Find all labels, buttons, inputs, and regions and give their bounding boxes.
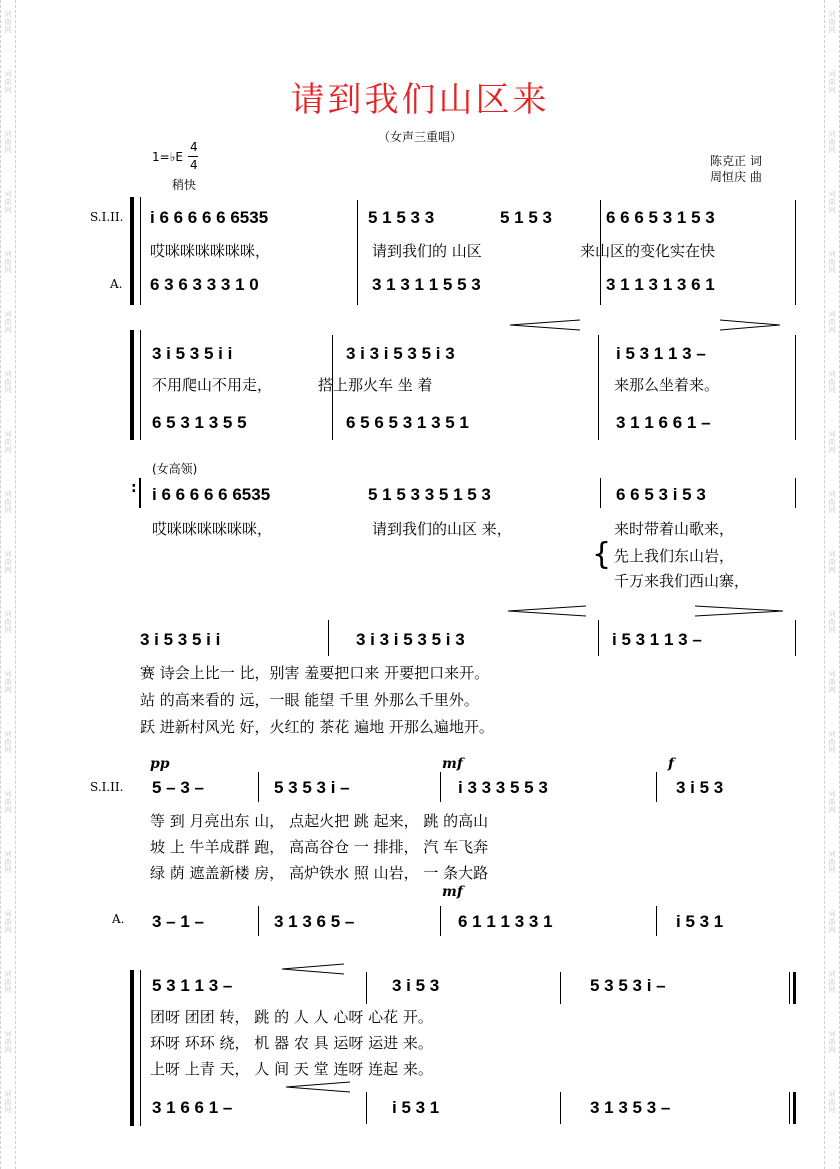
s6-lyric-verse-2: 环呀 环环 绕， 机 器 农 具 运呀 运进 来。: [150, 1034, 433, 1052]
watermark-text: 词曲网: [4, 490, 12, 514]
watermark-text: 词曲网: [4, 850, 12, 874]
decrescendo-hairpin: [695, 604, 783, 618]
barline: [328, 620, 329, 656]
s6-alto-1: 3 1 6 6 1 –: [152, 1098, 233, 1117]
s6-measure-3: 5 3 5 3 i –: [590, 976, 666, 995]
repeat-dots: :: [131, 480, 137, 496]
watermark-text: 词曲网: [4, 670, 12, 694]
watermark-text: 词曲网: [828, 190, 836, 214]
s2-alto-2: 6 5 6 5 3 1 3 5 1: [346, 413, 469, 432]
watermark-text: 词曲网: [4, 970, 12, 994]
s6-alto-3: 3 1 3 5 3 –: [590, 1098, 671, 1117]
s3-measure-3: 6 6 5 3 i 5 3: [616, 485, 706, 504]
tempo-marking: 稍快: [172, 178, 197, 192]
s1-lyric-3: 来山区的变化实在快: [580, 242, 716, 260]
decrescendo-hairpin: [720, 318, 780, 332]
s6-lyric-verse-3: 上呀 上青 天， 人 间 天 堂 连呀 连起 来。: [150, 1060, 433, 1078]
s2-lyric-1: 不用爬山不用走，: [152, 376, 273, 394]
dynamic-mf-alto: mf: [442, 884, 463, 900]
left-watermark-strip: [0, 0, 16, 1169]
watermark-text: 词曲网: [828, 370, 836, 394]
s2-lyric-2: 搭上那火车 坐 着: [318, 376, 433, 394]
part-label-s12: S.I.II.: [90, 780, 124, 794]
barline: [140, 197, 141, 305]
s1-measure-1: i 6 6 6 6 6 6535: [150, 208, 269, 227]
dynamic-mf: mf: [442, 756, 463, 772]
s3-lyric-alt-1: 先上我们东山岩，: [614, 547, 735, 565]
barline: [357, 200, 358, 305]
s1-alto-1: 6 3 6 3 3 3 1 0: [150, 275, 259, 294]
dynamic-pp: pp: [150, 756, 170, 772]
barline: [795, 478, 796, 508]
watermark-text: 词曲网: [828, 910, 836, 934]
s2-alto-3: 3 1 1 6 6 1 –: [616, 413, 711, 432]
s2-measure-1: 3 i 5 3 5 i i: [152, 344, 233, 363]
s1-alto-2: 3 1 3 1 1 5 5 3: [372, 275, 481, 294]
s1-lyric-2: 请到我们的 山区: [372, 242, 482, 260]
s3-lyric-2: 请到我们的山区 来，: [372, 520, 512, 538]
song-title: 请到我们山区来: [290, 80, 550, 120]
watermark-text: 词曲网: [828, 70, 836, 94]
watermark-text: 词曲网: [828, 430, 836, 454]
watermark-text: 词曲网: [828, 1030, 836, 1054]
part-label-a: A.: [112, 912, 125, 926]
repeat-start-barline: [139, 478, 141, 508]
watermark-text: 词曲网: [828, 610, 836, 634]
s1-measure-4: 6 6 6 5 3 1 5 3: [606, 208, 715, 227]
watermark-text: 词曲网: [4, 10, 12, 34]
s4-measure-2: 3 i 3 i 5 3 5 i 3: [356, 630, 465, 649]
watermark-text: 词曲网: [4, 790, 12, 814]
barline: [440, 906, 441, 936]
barline: [789, 1092, 790, 1124]
watermark-text: 词曲网: [4, 1090, 12, 1114]
s5-alto-3: 6 1 1 1 3 3 1: [458, 912, 553, 931]
s5-alto-4: i 5 3 1: [676, 912, 724, 931]
barline: [598, 335, 599, 440]
song-subtitle: （女声三重唱）: [377, 130, 462, 144]
composer-credit: 周恒庆 曲: [710, 170, 762, 184]
s2-measure-2: 3 i 3 i 5 3 5 i 3: [346, 344, 455, 363]
barline: [140, 970, 141, 1126]
crescendo-hairpin: [510, 318, 580, 332]
key-signature: 1=♭E: [152, 150, 183, 164]
s5-measure-1: 5 – 3 –: [152, 778, 204, 797]
barline: [598, 620, 599, 656]
s5-lyric-verse-3: 绿 荫 遮盖新楼 房， 高炉铁水 照 山岩， 一 条大路: [150, 864, 489, 882]
barline: [600, 478, 601, 508]
s1-lyric-1: 哎咪咪咪咪咪咪，: [150, 242, 271, 260]
s5-measure-3: i 3 3 3 5 5 3: [458, 778, 548, 797]
s6-alto-2: i 5 3 1: [392, 1098, 440, 1117]
barline: [795, 335, 796, 440]
s2-alto-1: 6 5 3 1 3 5 5: [152, 413, 247, 432]
s2-measure-3: i 5 3 1 1 3 –: [616, 344, 706, 363]
s4-lyric-verse-3: 跃 进新村风光 好，火红的 茶花 遍地 开那么遍地开。: [140, 718, 494, 736]
watermark-text: 词曲网: [828, 130, 836, 154]
barline: [656, 906, 657, 936]
crescendo-hairpin: [508, 604, 586, 618]
barline: [366, 1092, 367, 1124]
s3-measure-1: i 6 6 6 6 6 6535: [152, 485, 271, 504]
verse-brace: {: [592, 537, 612, 572]
s4-lyric-verse-1: 赛 诗会上比一 比，别害 羞要把口来 开要把口来开。: [140, 664, 490, 682]
watermark-text: 词曲网: [4, 610, 12, 634]
barline: [440, 772, 441, 802]
watermark-text: 词曲网: [828, 1090, 836, 1114]
barline: [258, 772, 259, 802]
barline: [366, 972, 367, 1004]
s4-measure-1: 3 i 5 3 5 i i: [140, 630, 221, 649]
s3-lyric-1: 哎咪咪咪咪咪咪，: [152, 520, 273, 538]
watermark-text: 词曲网: [828, 550, 836, 574]
meter-top: 4: [190, 140, 198, 154]
meter-line: [188, 156, 198, 157]
watermark-text: 词曲网: [828, 670, 836, 694]
s6-measure-2: 3 i 5 3: [392, 976, 440, 995]
final-barline: [793, 972, 796, 1004]
barline: [795, 620, 796, 656]
system-bracket: [130, 330, 134, 440]
watermark-text: 词曲网: [4, 910, 12, 934]
system-bracket: [130, 970, 134, 1126]
watermark-text: 词曲网: [4, 1030, 12, 1054]
meter-bottom: 4: [190, 158, 198, 172]
watermark-text: 词曲网: [4, 730, 12, 754]
s3-lyric-3: 来时带着山歌来，: [614, 520, 735, 538]
watermark-text: 词曲网: [828, 250, 836, 274]
lyricist-credit: 陈克正 词: [710, 154, 762, 168]
watermark-text: 词曲网: [4, 370, 12, 394]
barline: [656, 772, 657, 802]
part-label-s12: S.I.II.: [90, 210, 124, 224]
part-label-a: A.: [110, 277, 123, 291]
s1-measure-3: 5 1 5 3: [500, 208, 552, 227]
section-label: (女高领): [152, 462, 198, 476]
s1-measure-2: 5 1 5 3 3: [368, 208, 435, 227]
watermark-text: 词曲网: [4, 430, 12, 454]
watermark-text: 词曲网: [4, 310, 12, 334]
dynamic-f: f: [668, 756, 675, 772]
watermark-text: 词曲网: [828, 490, 836, 514]
s5-measure-2: 5 3 5 3 i –: [274, 778, 350, 797]
watermark-text: 词曲网: [4, 130, 12, 154]
s3-lyric-alt-2: 千万来我们西山寨，: [614, 572, 750, 590]
barline: [560, 972, 561, 1004]
barline: [560, 1092, 561, 1124]
system-bracket: [130, 197, 134, 305]
s6-measure-1: 5 3 1 1 3 –: [152, 976, 233, 995]
barline: [258, 906, 259, 936]
s3-measure-2: 5 1 5 3 3 5 1 5 3: [368, 485, 491, 504]
s4-lyric-verse-2: 站 的高来看的 远，一眼 能望 千里 外那么千里外。: [140, 691, 479, 709]
barline: [789, 972, 790, 1004]
watermark-text: 词曲网: [828, 310, 836, 334]
barline: [140, 330, 141, 440]
s5-lyric-verse-1: 等 到 月亮出东 山， 点起火把 跳 起来， 跳 的高山: [150, 812, 489, 830]
watermark-text: 词曲网: [828, 10, 836, 34]
watermark-text: 词曲网: [828, 790, 836, 814]
s5-alto-2: 3 1 3 6 5 –: [274, 912, 355, 931]
watermark-text: 词曲网: [4, 190, 12, 214]
watermark-text: 词曲网: [4, 550, 12, 574]
s1-alto-3: 3 1 1 3 1 3 6 1: [606, 275, 715, 294]
right-watermark-strip: [824, 0, 840, 1169]
final-barline: [793, 1092, 796, 1124]
crescendo-hairpin: [282, 962, 344, 976]
watermark-text: 词曲网: [828, 850, 836, 874]
watermark-text: 词曲网: [4, 250, 12, 274]
s2-lyric-3: 来那么坐着来。: [614, 376, 720, 394]
s6-lyric-verse-1: 团呀 团团 转， 跳 的 人 人 心呀 心花 开。: [150, 1008, 433, 1026]
s4-measure-3: i 5 3 1 1 3 –: [612, 630, 702, 649]
watermark-text: 词曲网: [4, 70, 12, 94]
s5-lyric-verse-2: 坡 上 牛羊成群 跑， 高高谷仓 一 排排， 汽 车飞奔: [150, 838, 489, 856]
watermark-text: 词曲网: [828, 730, 836, 754]
watermark-text: 词曲网: [828, 970, 836, 994]
crescendo-hairpin: [286, 1080, 350, 1094]
barline: [795, 200, 796, 305]
s5-measure-4: 3 i 5 3: [676, 778, 724, 797]
s5-alto-1: 3 – 1 –: [152, 912, 204, 931]
